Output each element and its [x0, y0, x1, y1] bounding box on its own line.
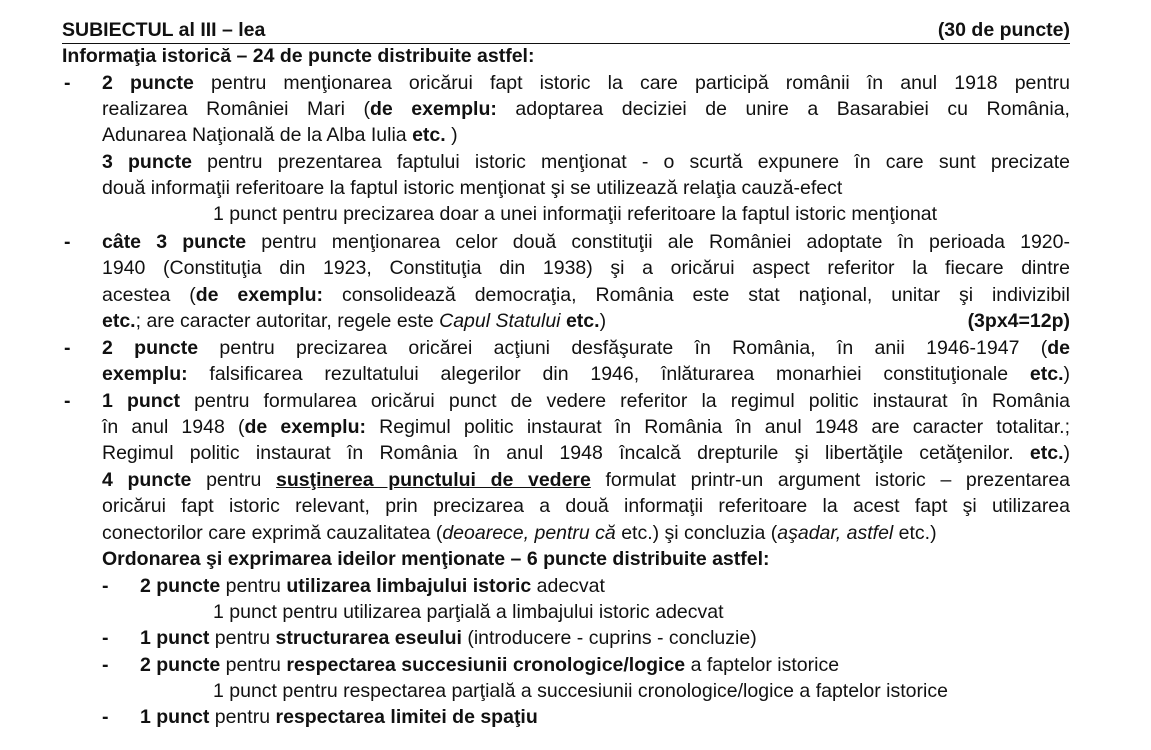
points-label: 1 punct: [140, 627, 210, 649]
text: ; are caracter autoritar, regele este: [135, 310, 440, 332]
sub4-line: [140, 704, 538, 730]
text: realizarea României Mari (: [102, 98, 370, 120]
item2-line1: [102, 229, 1070, 255]
item4-line6: [102, 520, 937, 546]
points-label: 4 puncte: [102, 469, 192, 491]
bullet-dash: -: [64, 390, 71, 412]
example-label: de: [1047, 337, 1071, 359]
criterion: utilizarea limbajului istoric: [286, 575, 532, 597]
text: Adunarea Naţională de la Alba Iulia: [102, 124, 413, 146]
item4-line2: [102, 414, 1070, 440]
text: Regimul politic instaurat în România în anul 1948 are caracter totalitar.;: [366, 416, 1070, 438]
item2-line3: [102, 282, 1070, 308]
section-heading-historical-info: Informaţia istorică – 24 de puncte distribuite astfel:: [62, 45, 535, 67]
example-label: de exemplu:: [244, 416, 366, 438]
sub3-line: [140, 652, 839, 678]
item1-line1: [102, 70, 1070, 96]
item1-line3: [102, 122, 458, 148]
text: etc.): [893, 522, 937, 544]
item4-line4: [102, 467, 1070, 493]
etc-label: etc.: [1029, 442, 1064, 464]
etc-label: etc.: [412, 124, 446, 146]
subject-title: SUBIECTUL al III – lea: [62, 19, 266, 41]
text: pentru menţionarea celor două constituţii ale României adoptate în perioada 1920-: [246, 231, 1070, 253]
item4-line5: oricărui fapt istoric relevant, prin precizarea a două informaţii referitoare la acest fapt şi utilizarea: [102, 495, 1070, 517]
underlined-criterion: susţinerea punctului de vedere: [276, 469, 591, 491]
item4-line3: [102, 440, 1070, 466]
text: ): [599, 310, 607, 332]
criterion: structurarea eseului: [275, 627, 462, 649]
etc-label: etc.: [565, 310, 600, 332]
points-label: 3 puncte: [102, 151, 192, 173]
text: adecvat: [531, 575, 605, 597]
item3-line2: [102, 361, 1070, 387]
text: ): [1063, 442, 1070, 464]
text: falsificarea rezultatului alegerilor din 1946, înlăturarea monarhiei constituţionale: [187, 363, 1030, 385]
text: acestea (: [102, 284, 196, 306]
text: ): [445, 124, 458, 146]
sub1-line: [140, 573, 605, 599]
sub3-partial: 1 punct pentru respectarea parţială a succesiunii cronologice/logice a faptelor istorice: [213, 680, 948, 702]
section-heading-ordering: Ordonarea şi exprimarea ideilor menţionate – 6 puncte distribuite astfel:: [102, 548, 770, 570]
criterion: respectarea limitei de spaţiu: [275, 706, 538, 728]
points-label: câte 3 puncte: [102, 231, 247, 253]
sub2-line: [140, 625, 757, 651]
bullet-dash: -: [64, 72, 71, 94]
text: (introducere - cuprins - concluzie): [461, 627, 757, 649]
text: formulat printr-un argument istoric – prezentarea: [590, 469, 1071, 491]
sub1-partial: 1 punct pentru utilizarea parţială a limbajului istoric adecvat: [213, 601, 724, 623]
text: pentru menţionarea oricărui fapt istoric la care participă românii în anul 1918 pentru: [193, 72, 1071, 94]
text: ): [1063, 363, 1070, 385]
text: Regimul politic instaurat în România în anul 1948 încalcă drepturile şi libertăţile cetăţenilor.: [102, 442, 1030, 464]
item1-line4: [102, 149, 1070, 175]
item1-line5: două informaţii referitoare la faptul istoric menţionat şi se utilizează relaţia cauză-efect: [102, 177, 843, 199]
text-italic: aşadar, astfel: [777, 522, 894, 544]
text: pentru: [209, 627, 276, 649]
text: adoptarea deciziei de unire a Basarabiei cu România,: [496, 98, 1070, 120]
text: pentru: [220, 654, 287, 676]
points-label: 2 puncte: [140, 654, 221, 676]
points-label: 2 puncte: [102, 72, 194, 94]
text-italic: Capul Statului: [439, 310, 561, 332]
item1-line2: [102, 96, 1070, 122]
bullet-dash: -: [102, 575, 109, 597]
points-label: 2 puncte: [140, 575, 221, 597]
points-label: 1 punct: [140, 706, 210, 728]
example-label: exemplu:: [102, 363, 188, 385]
points-formula: (3px4=12p): [967, 310, 1070, 332]
item2-line2: 1940 (Constituţia din 1923, Constituţia din 1938) şi a oricărui aspect referitor la fiecare dintre: [102, 257, 1070, 279]
bullet-dash: -: [64, 231, 71, 253]
subject-header: [62, 17, 1070, 44]
item2-line4: [102, 308, 1070, 334]
item4-line1: [102, 388, 1070, 414]
bullet-dash: -: [64, 337, 71, 359]
text: pentru formularea oricărui punct de vedere referitor la regimul politic instaurat în România: [180, 390, 1071, 412]
etc-label: etc.: [102, 310, 136, 332]
text: etc.) şi concluzia (: [615, 522, 778, 544]
example-label: de exemplu:: [195, 284, 324, 306]
text: pentru prezentarea faptului istoric menţionat - o scurtă expunere în care sunt precizate: [191, 151, 1070, 173]
points-label: 1 punct: [102, 390, 181, 412]
etc-label: etc.: [1029, 363, 1064, 385]
points-label: 2 puncte: [102, 337, 199, 359]
criterion: respectarea succesiunii cronologice/logice: [286, 654, 686, 676]
text: pentru: [191, 469, 277, 491]
text: pentru: [209, 706, 276, 728]
text: a faptelor istorice: [685, 654, 840, 676]
bullet-dash: -: [102, 706, 109, 728]
text: conectorilor care exprimă cauzalitatea (: [102, 522, 443, 544]
text: în anul 1948 (: [102, 416, 245, 438]
example-label: de exemplu:: [369, 98, 497, 120]
bullet-dash: -: [102, 654, 109, 676]
subject-points: (30 de puncte): [937, 19, 1070, 41]
item3-line1: [102, 335, 1070, 361]
bullet-dash: -: [102, 627, 109, 649]
text: pentru precizarea oricărei acţiuni desfăşurate în România, în anii 1946-1947 (: [198, 337, 1048, 359]
text: consolidează democraţia, România este stat naţional, unitar şi indivizibil: [323, 284, 1070, 306]
item1-partial: 1 punct pentru precizarea doar a unei informaţii referitoare la faptul istoric menţionat: [213, 203, 938, 225]
text-italic: deoarece, pentru că: [442, 522, 616, 544]
text: pentru: [220, 575, 287, 597]
